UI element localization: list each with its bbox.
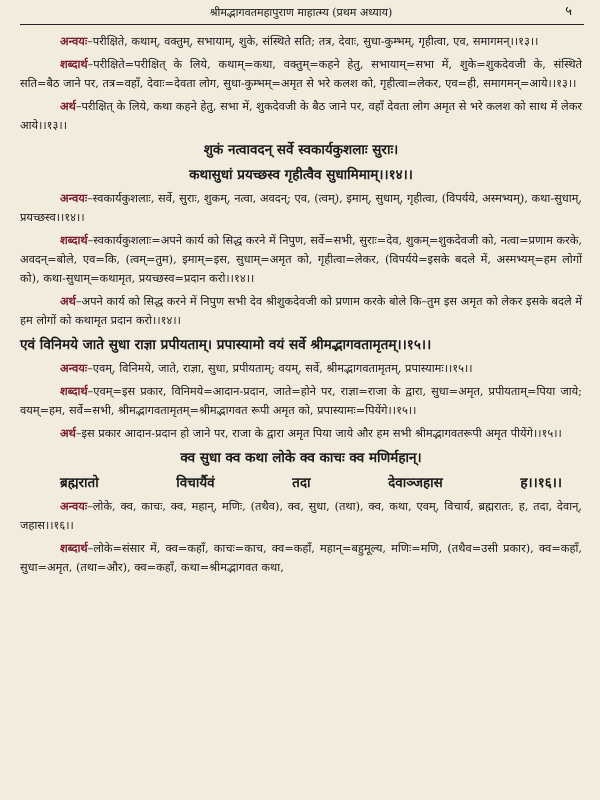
section-label: अन्वयः bbox=[60, 499, 88, 513]
section-label: अर्थ bbox=[60, 426, 76, 440]
paragraph-text: –स्वकार्यकुशलाः, सर्वे, सुराः, शुकम्, नत्वा, अवदन्; एव, (त्वम्), इमाम्, सुधाम्, गृहीत्वा, (विपर्यये, अस्मभ्यम्), कथा-सुधाम्, प्रयच्छस्व।।१४।। bbox=[20, 192, 582, 224]
section-label: शब्दार्थ bbox=[60, 57, 88, 71]
paragraph-text: –एवम्=इस प्रकार, विनिमये=आदान-प्रदान, जाते=होने पर, राज्ञा=राजा के द्वारा, सुधा=अमृत, प्रपीयताम्=पिया जाये; वयम्=हम, सर्वे=सभी, श्रीमद्भागवतामृतम्=श्रीमद्भागवत रूपी अमृत को, प्रपास्यामः=पियेंगे।।१५।। bbox=[20, 385, 582, 417]
running-title: श्रीमद्भागवतमहापुराण माहात्म्य (प्रथम अध्याय) bbox=[209, 6, 393, 19]
section-label: अन्वयः bbox=[60, 191, 88, 205]
section-label: शब्दार्थ bbox=[60, 541, 88, 555]
commentary-paragraph bbox=[20, 382, 582, 420]
sanskrit-verse: कथासुधां प्रयच्छस्व गृहीत्वैव सुधामिमाम्।।१४।। bbox=[189, 167, 413, 183]
paragraph-text: –परीक्षित् के लिये, कथा कहने हेतु, सभा में, शुकदेवजी के बैठ जाने पर, वहाँ देवता लोग अमृत से भरे कलश को साथ में लेकर आये।।१३।। bbox=[20, 100, 582, 132]
commentary-paragraph bbox=[20, 55, 582, 93]
section-label: अन्वयः bbox=[60, 34, 88, 48]
section-label: शब्दार्थ bbox=[60, 233, 88, 247]
paragraph-text: –लोके=संसार में, क्व=कहाँ, काचः=काच, क्व=कहाँ, महान्=बहुमूल्य, मणिः=मणि, (तथैव=उसी प्रकार), क्व=कहाँ, सुधा=अमृत, (तथा=और), क्व=कहाँ, कथा=श्रीमद्भागवत कथा, bbox=[20, 542, 582, 574]
section-label: अर्थ bbox=[60, 99, 76, 113]
sanskrit-verse: शुकं नत्वावदन् सर्वे स्वकार्यकुशलाः सुराः। bbox=[203, 142, 399, 158]
commentary-paragraph bbox=[20, 231, 582, 288]
section-label: शब्दार्थ bbox=[60, 384, 88, 398]
paragraph-text: –स्वकार्यकुशलाः=अपने कार्य को सिद्ध करने में निपुण, सर्वे=सभी, सुराः=देव, शुकम्=शुकदेवजी को, नत्वा=प्रणाम करके, अवदन्=बोले, एव=कि, (त्वम्=तुम), इमाम्=इस, सुधाम्=अमृत को, गृहीत्वा=लेकर, (विपर्यये=इसके बदले में, अस्मभ्यम्=हम लोगों को), कथा-सुधाम्=कथामृत, प्रयच्छस्व=प्रदान करो।।१४।। bbox=[20, 234, 582, 285]
paragraph-text: –एवम्, विनिमये, जाते, राज्ञा, सुधा, प्रपीयताम्; वयम्, सर्वे, श्रीमद्भागवतामृतम्, प्रपास्यामः।।१५।। bbox=[87, 362, 473, 375]
commentary-paragraph bbox=[20, 32, 582, 51]
header-rule bbox=[20, 24, 584, 25]
sanskrit-verse: ब्रह्मरातो विचार्यैवं तदा देवाञ्जहास ह।।१६।। bbox=[60, 475, 562, 491]
section-label: अर्थ bbox=[60, 294, 76, 308]
page-number: ५ bbox=[565, 4, 572, 19]
paragraph-text: –अपने कार्य को सिद्ध करने में निपुण सभी देव श्रीशुकदेवजी को प्रणाम करके बोले कि–तुम इस अमृत को लेकर इसके बदले में हम लोगों को कथामृत प्रदान करो।।१४।। bbox=[20, 295, 582, 327]
sanskrit-verse: एवं विनिमये जाते सुधा राज्ञा प्रपीयताम्। प्रपास्यामो वयं सर्वे श्रीमद्भागवतामृतम्।।१५।। bbox=[20, 337, 432, 353]
page-header bbox=[20, 0, 582, 26]
paragraph-text: –लोके, क्व, काचः, क्व, महान्, मणिः, (तथैव), क्व, सुधा, (तथा), क्व, कथा, एवम्, विचार्य, ब्रह्मरातः, ह, तदा, देवान्, जहास।।१६।। bbox=[20, 500, 582, 532]
text-body bbox=[20, 26, 582, 577]
paragraph-text: –परीक्षिते=परीक्षित् के लिये, कथाम्=कथा, वक्तुम्=कहने हेतु, सभायाम्=सभा में, शुके=शुकदेवजी के, संस्थिते सति=बैठ जाने पर, तत्र=वहाँ, देवाः=देवता लोग, सुधा-कुम्भम्=अमृत से भरे कलश को, गृहीत्वा=लेकर, एव=ही, समागमन्=आये।।१३।। bbox=[20, 58, 582, 90]
sanskrit-verse: क्व सुधा क्व कथा लोके क्व काचः क्व मणिर्महान्। bbox=[180, 450, 422, 466]
paragraph-text: –इस प्रकार आदान-प्रदान हो जाने पर, राजा के द्वारा अमृत पिया जाये और हम सभी श्रीमद्भागवतरूपी अमृत पीयेंगे।।१५।। bbox=[75, 427, 562, 440]
paragraph-text: –परीक्षिते, कथाम्, वक्तुम्, सभायाम्, शुके, संस्थिते सति; तत्र, देवाः, सुधा-कुम्भम्, गृहीत्वा, एव, समागमन्।।१३।। bbox=[87, 35, 539, 48]
commentary-paragraph bbox=[20, 292, 582, 330]
commentary-paragraph bbox=[20, 424, 582, 443]
commentary-paragraph bbox=[20, 497, 582, 535]
section-label: अन्वयः bbox=[60, 361, 88, 375]
commentary-paragraph bbox=[20, 359, 582, 378]
commentary-paragraph bbox=[20, 539, 582, 577]
commentary-paragraph bbox=[20, 97, 582, 135]
commentary-paragraph bbox=[20, 189, 582, 227]
